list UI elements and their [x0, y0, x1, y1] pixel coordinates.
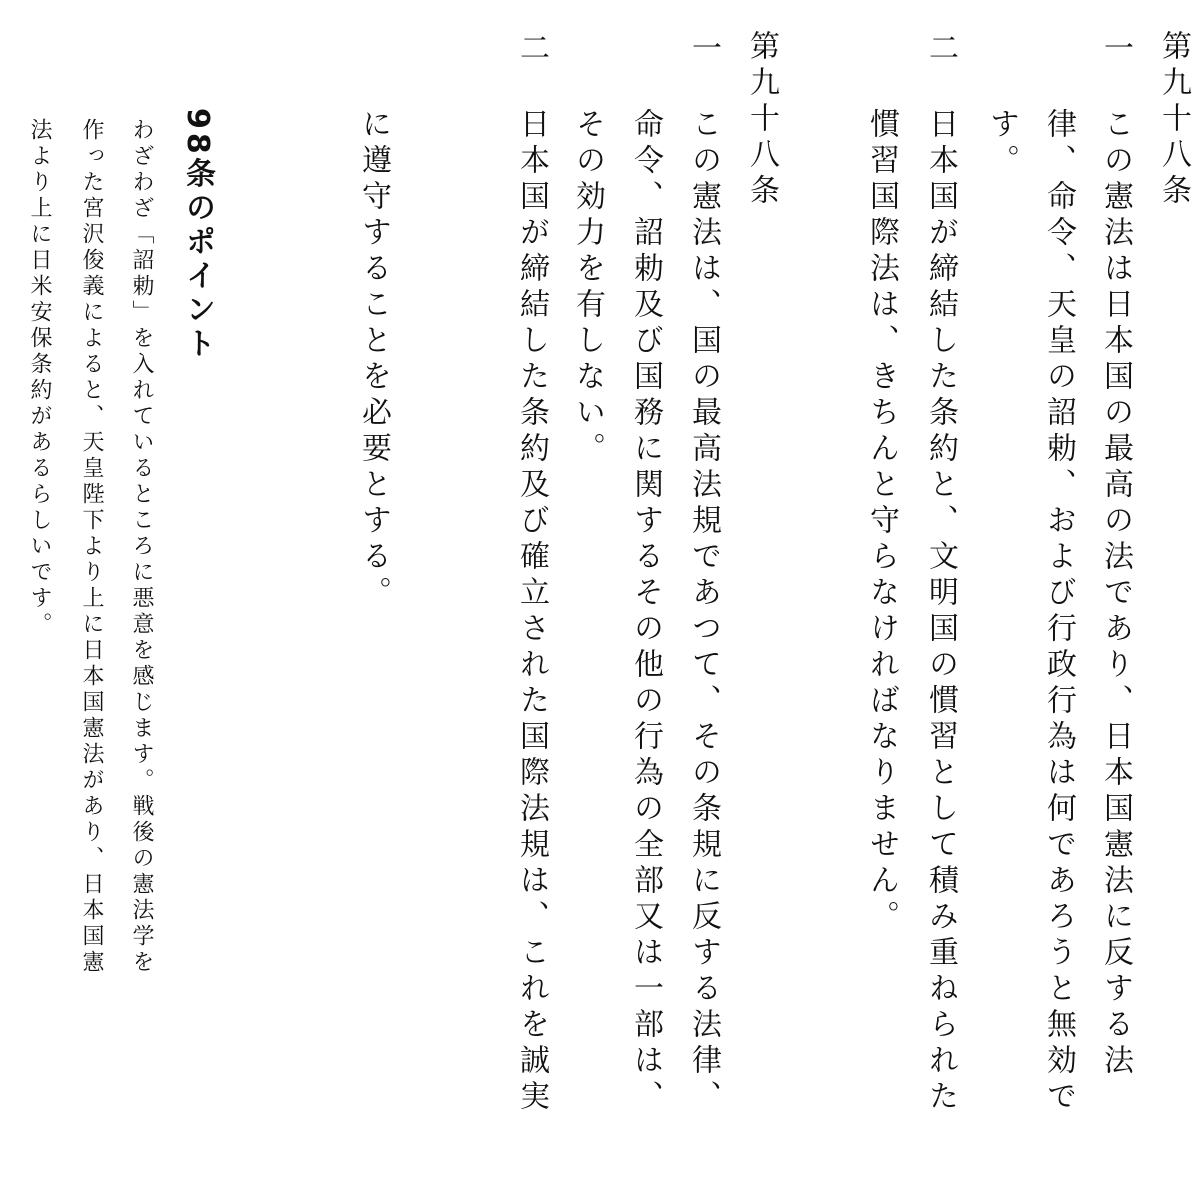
original-line-5: に遵守することを必要とする。 — [356, 108, 391, 612]
original-item-one-marker: 一 — [686, 32, 721, 62]
commentary-line-2: 律、命令、天皇の詔勅、および行政行為は何であろうと無効で — [1041, 108, 1076, 1116]
commentary-item-two-marker: 二 — [923, 32, 958, 62]
original-line-3: その効力を有しない。 — [570, 108, 605, 468]
point-title: 98条のポイント — [180, 108, 215, 362]
commentary-line-3: す。 — [984, 108, 1019, 180]
commentary-line-4: 日本国が締結した条約と、文明国の慣習として積み重ねられた — [923, 108, 958, 1116]
original-article-heading: 第九十八条 — [744, 30, 779, 210]
commentary-line-1: この憲法は日本国の最高の法であり、日本国憲法に反する法 — [1098, 108, 1133, 1080]
original-item-two-marker: 二 — [514, 32, 549, 62]
original-line-4: 日本国が締結した条約及び確立された国際法規は、これを誠実 — [514, 108, 549, 1116]
commentary-article-heading: 第九十八条 — [1156, 30, 1191, 210]
original-line-1: この憲法は、国の最高法規であつて、その条規に反する法律、 — [686, 108, 721, 1116]
original-line-2: 命令、詔勅及び国務に関するその他の行為の全部又は一部は、 — [628, 108, 663, 1116]
commentary-item-one-marker: 一 — [1098, 32, 1133, 62]
commentary-line-5: 慣習国際法は、きちんと守らなければなりません。 — [864, 108, 899, 936]
point-line-2: 作った宮沢俊義によると、天皇陛下より上に日本国憲法があり、日本国憲 — [79, 118, 104, 976]
point-line-1: わざわざ「詔勅」を入れているところに悪意を感じます。戦後の憲法学を — [129, 118, 154, 976]
point-line-3: 法より上に日米安保条約があるらしいです。 — [27, 118, 52, 638]
